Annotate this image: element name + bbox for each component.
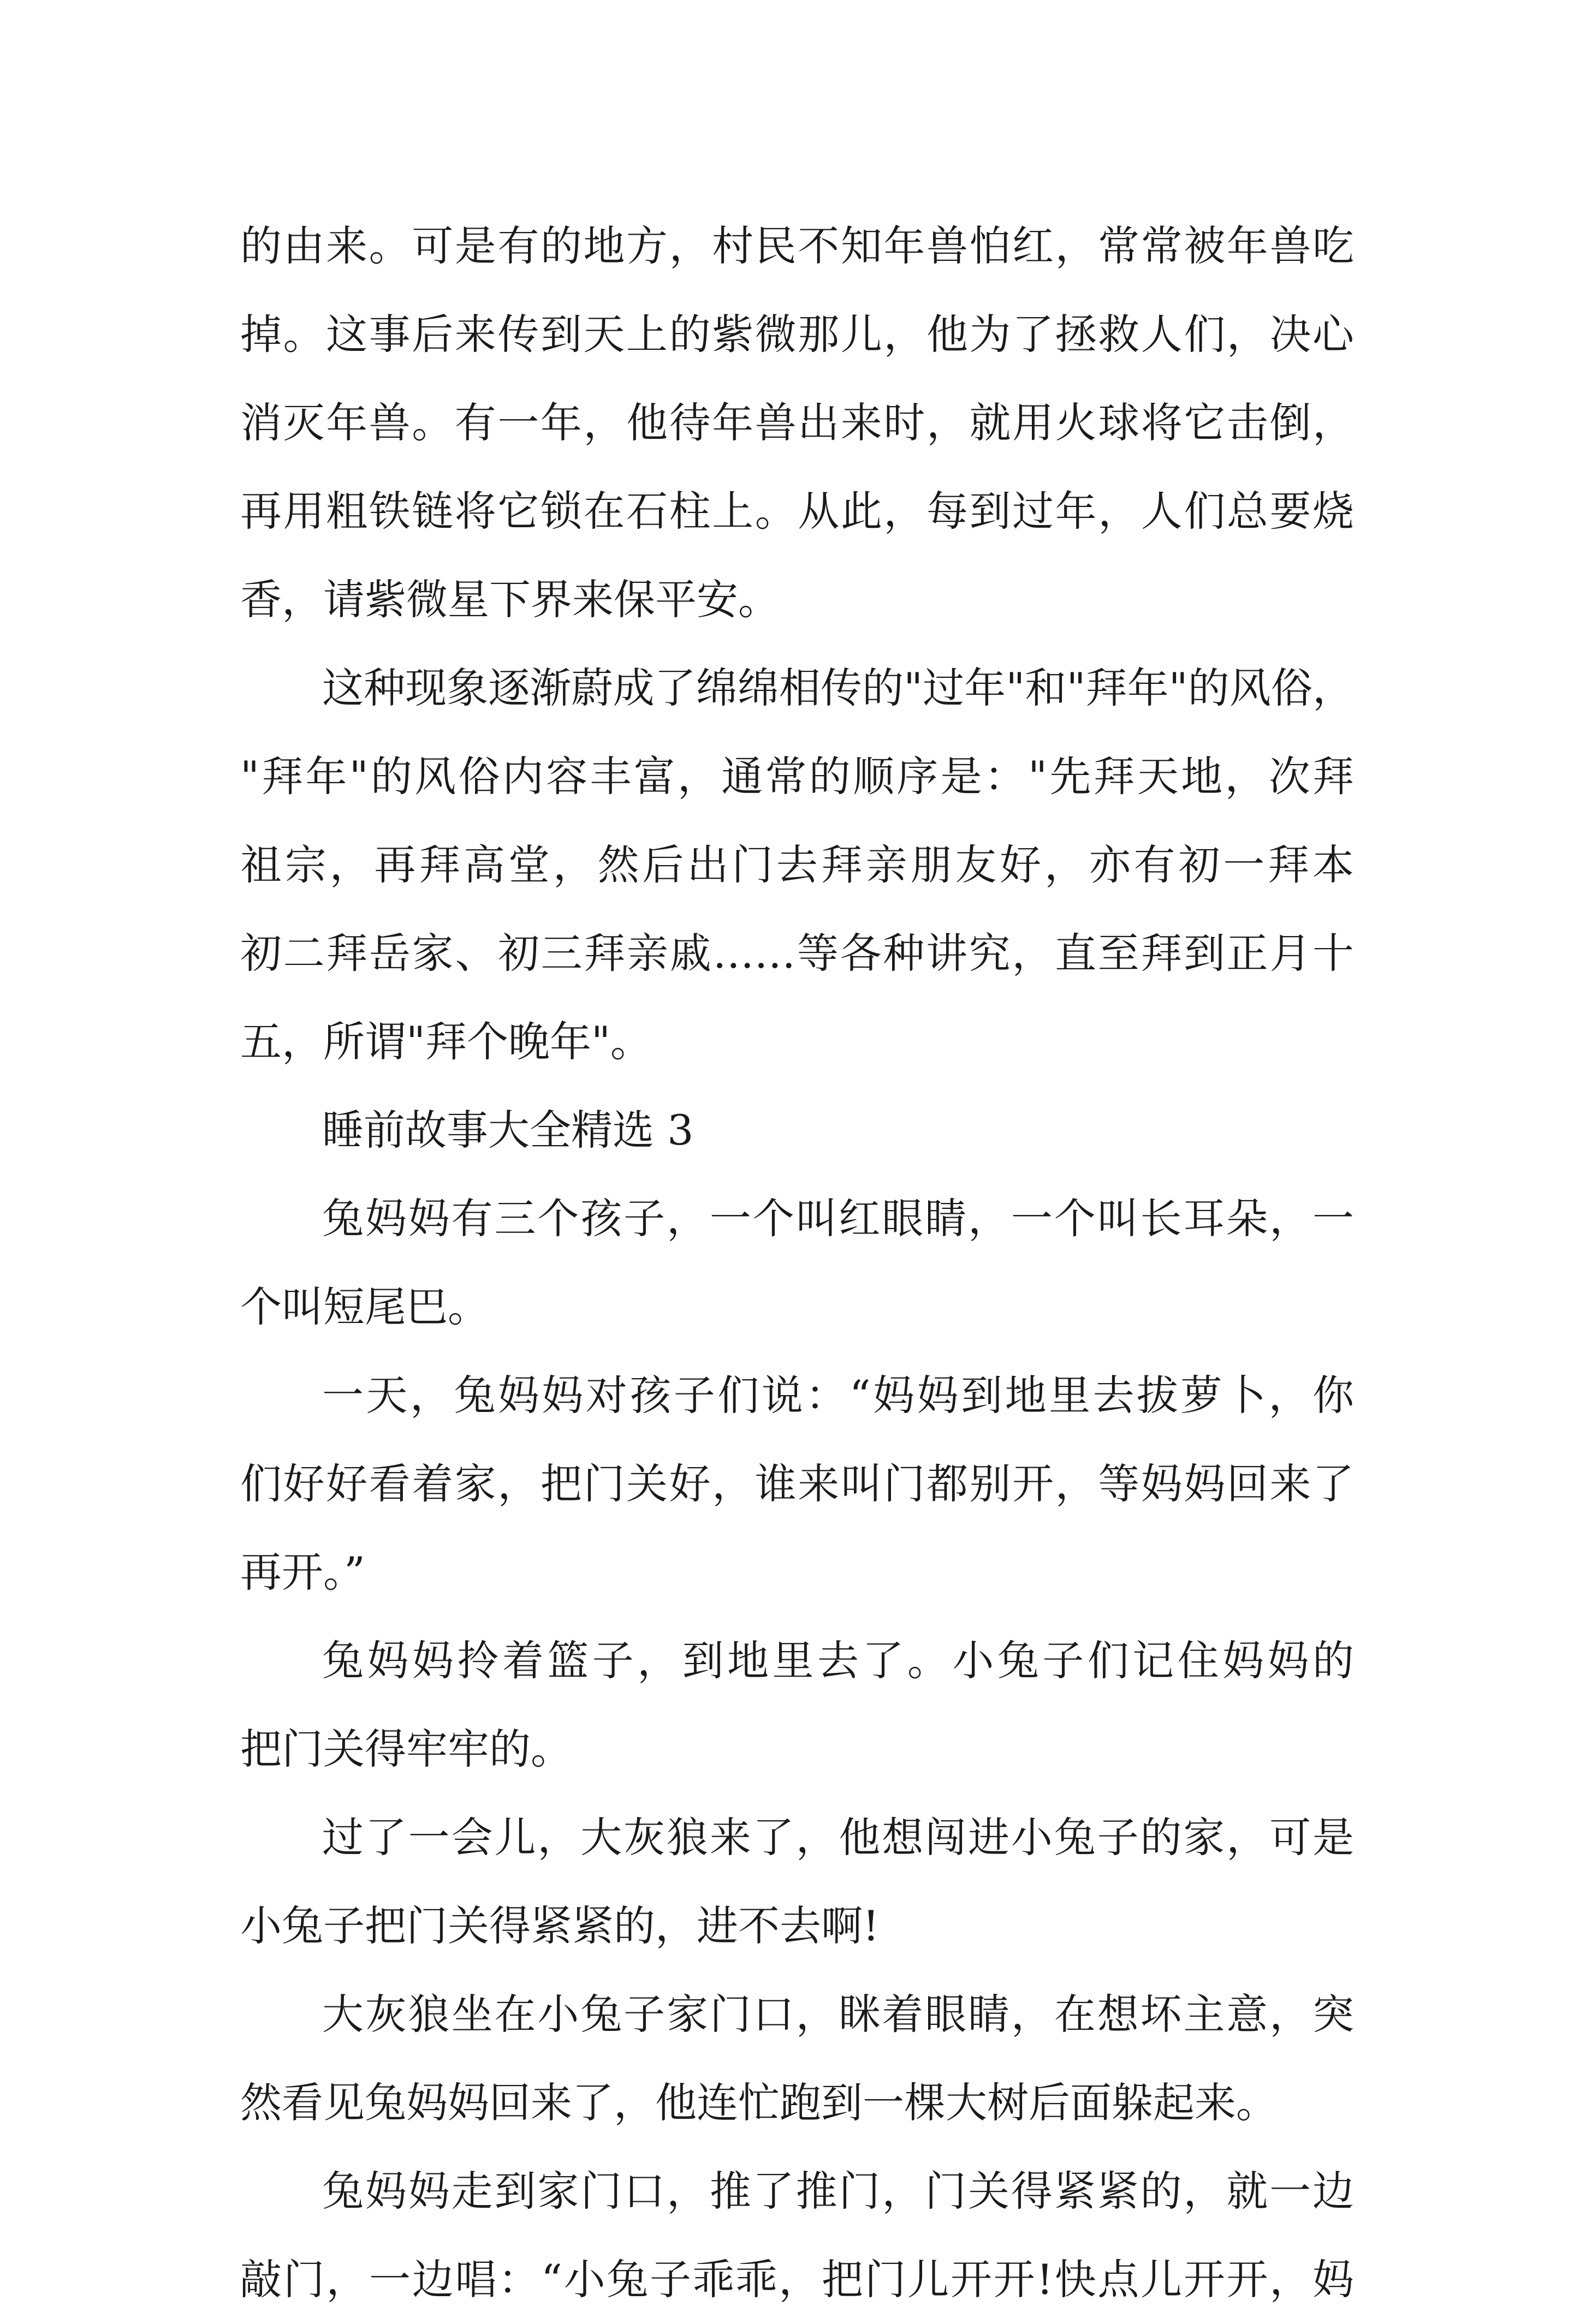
text-line: 再用粗铁链将它锁在石柱上。从此，每到过年，人们总要烧 <box>240 487 1354 535</box>
text-line: 兔妈妈有三个孩子，一个叫红眼睛，一个叫长耳朵，一 <box>322 1194 1354 1243</box>
text-line: 小兔子把门关得紧紧的，进不去啊! <box>240 1902 880 1950</box>
text-line: 这种现象逐渐蔚成了绵绵相传的"过年"和"拜年"的风俗， <box>322 664 1354 712</box>
document-body <box>240 202 1354 2324</box>
text-line: 香，请紫微星下界来保平安。 <box>240 575 780 624</box>
text-line: 兔妈妈走到家门口，推了推门，门关得紧紧的，就一边 <box>322 2167 1354 2215</box>
text-line: 五，所谓"拜个晚年"。 <box>240 1017 652 1066</box>
text-line: 个叫短尾巴。 <box>240 1283 489 1331</box>
text-line: 把门关得牢牢的。 <box>240 1725 572 1773</box>
text-line: 的由来。可是有的地方，村民不知年兽怕红，常常被年兽吃 <box>240 222 1354 270</box>
text-line: 初二拜岳家、初三拜亲戚……等各种讲究，直至拜到正月十 <box>240 929 1354 978</box>
text-line: 兔妈妈拎着篮子，到地里去了。小兔子们记住妈妈的 <box>322 1636 1354 1685</box>
text-line: 然看见兔妈妈回来了，他连忙跑到一棵大树后面躲起来。 <box>240 2078 1278 2127</box>
text-line: 睡前故事大全精选 3 <box>322 1106 694 1154</box>
text-line: 大灰狼坐在小兔子家门口，眯着眼睛，在想坏主意，突 <box>322 1990 1354 2039</box>
text-line: 敲门，一边唱：“小兔子乖乖，把门儿开开!快点儿开开，妈 <box>240 2255 1354 2304</box>
text-line: 过了一会儿，大灰狼来了，他想闯进小兔子的家，可是 <box>322 1813 1354 1862</box>
text-line: "拜年"的风俗内容丰富，通常的顺序是："先拜天地，次拜 <box>240 752 1354 801</box>
text-line: 祖宗，再拜高堂，然后出门去拜亲朋友好，亦有初一拜本 <box>240 841 1354 889</box>
text-line: 一天，兔妈妈对孩子们说：“妈妈到地里去拔萝卜，你 <box>322 1371 1354 1420</box>
text-line: 再开。” <box>240 1548 365 1596</box>
text-line: 消灭年兽。有一年，他待年兽出来时，就用火球将它击倒， <box>240 398 1354 447</box>
text-line: 掉。这事后来传到天上的紫微那儿，他为了拯救人们，决心 <box>240 310 1354 359</box>
text-line: 们好好看着家，把门关好，谁来叫门都别开，等妈妈回来了 <box>240 1459 1354 1508</box>
